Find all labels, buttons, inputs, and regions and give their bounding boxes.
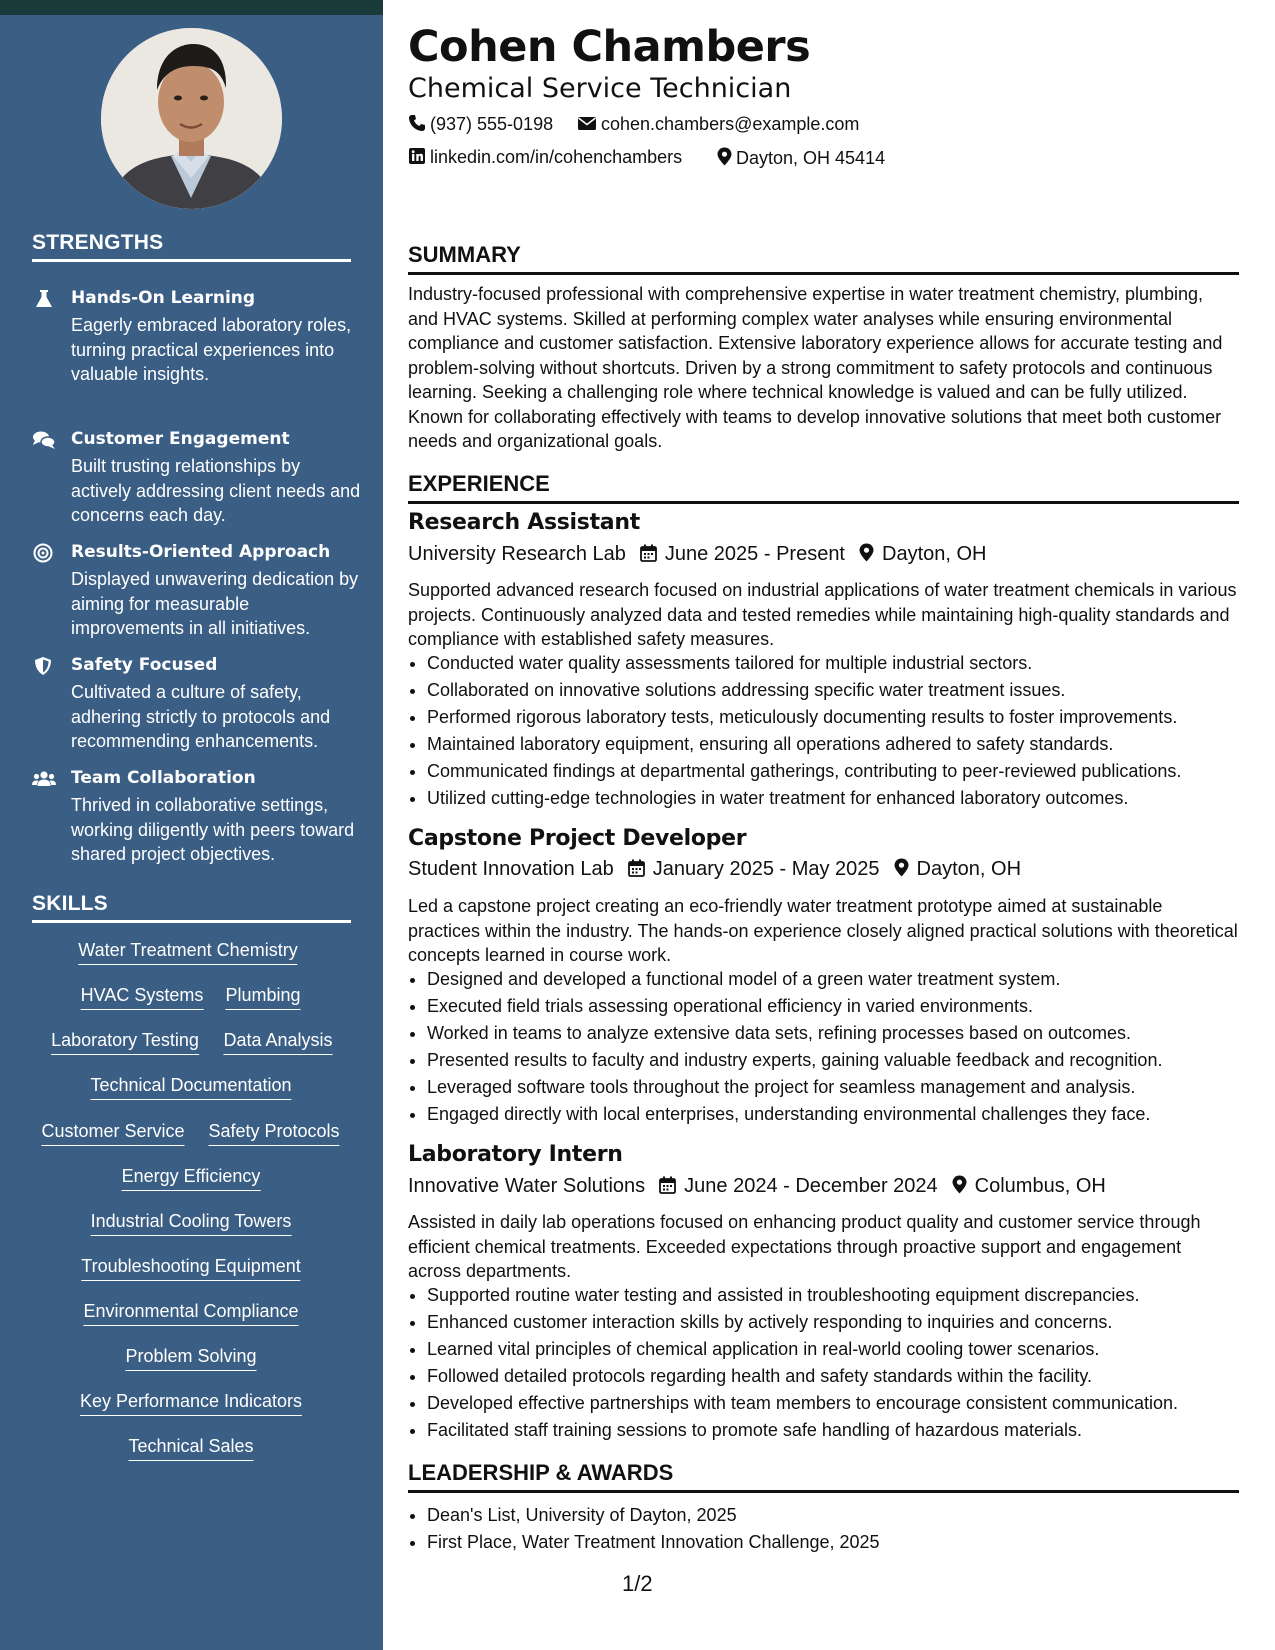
skills-heading: SKILLS [32, 892, 351, 923]
summary-text: Industry-focused professional with comprehensive expertise in water treatment chemistry, plumbing, and HVAC systems. Skilled at performing complex water analyses while ensuring environmental compliance and customer satisfaction. Extensive laboratory experience allows for accurate testing and problem-solving without shortcuts. Driven by a strong commitment to safety protocols and continuous learning. Seeking a challenging role where technical knowledge is valued and can be fully utilized. Known for collaborating effectively with teams to develop innovative solutions that meet both customer needs and organizational goals. [408, 284, 1223, 451]
list-item: • Enhanced customer interaction skills by actively responding to inquiries and concerns. [427, 1309, 1257, 1336]
strength-description: Eagerly embraced laboratory roles, turning practical experiences into valuable insights. [71, 315, 352, 384]
skill-tag: Troubleshooting Equipment [81, 1256, 300, 1281]
job-description: Led a capstone project creating an eco-friendly water treatment prototype aimed at sustainable practices within the industry. The hands-on experience closely aligned practical solutions with theoretical concepts learned in course work. [408, 896, 1238, 965]
job-meta [408, 543, 986, 566]
job-location: Columbus, OH [974, 1175, 1106, 1197]
job-bullets [408, 1282, 1257, 1444]
job-title: Capstone Project Developer [408, 826, 747, 851]
list-item: • Engaged directly with local enterprises, understanding environmental challenges they face. [427, 1101, 1257, 1128]
list-item: • Executed field trials assessing operational efficiency in varied environments. [427, 993, 1257, 1020]
skill-tag: Problem Solving [125, 1346, 256, 1371]
list-item: • Developed effective partnerships with team members to encourage consistent communication. [427, 1390, 1257, 1417]
strength-title: Results-Oriented Approach [71, 542, 331, 562]
list-item: • Maintained laboratory equipment, ensuring all operations adhered to safety standards. [427, 731, 1257, 758]
list-item: • Conducted water quality assessments tailored for multiple industrial sectors. [427, 650, 1257, 677]
skill-tag: Plumbing [225, 985, 300, 1010]
skill-tag: Environmental Compliance [83, 1301, 298, 1326]
job-meta [408, 1175, 1106, 1198]
calendar-icon [628, 859, 645, 877]
list-item: • Performed rigorous laboratory tests, meticulously documenting results to foster improvements. [427, 704, 1257, 731]
experience-heading: EXPERIENCE [408, 471, 1239, 504]
strength-description: Thrived in collaborative settings, working diligently with peers toward shared project objectives. [71, 795, 355, 864]
strength-title: Customer Engagement [71, 429, 290, 449]
list-item: • Followed detailed protocols regarding health and safety standards within the facility. [427, 1363, 1257, 1390]
skill-tag: Energy Efficiency [122, 1166, 261, 1191]
list-item: • Utilized cutting-edge technologies in water treatment for enhanced laboratory outcomes. [427, 785, 1257, 812]
skill-tag: Key Performance Indicators [80, 1391, 302, 1416]
skill-tag: Data Analysis [223, 1030, 332, 1055]
skill-tag: Safety Protocols [208, 1121, 339, 1146]
map-pin-icon [859, 543, 874, 562]
job-dates: June 2025 - Present [664, 543, 845, 565]
location-contact [717, 147, 885, 169]
job-dates: January 2025 - May 2025 [652, 858, 880, 880]
email-contact[interactable] [577, 114, 859, 135]
linkedin-icon [408, 147, 426, 165]
list-item: • Supported routine water testing and assisted in troubleshooting equipment discrepancies. [427, 1282, 1257, 1309]
skill-tag: HVAC Systems [81, 985, 204, 1010]
list-item: • First Place, Water Treatment Innovation Challenge, 2025 [427, 1529, 1257, 1556]
list-item: • Learned vital principles of chemical application in real-world cooling tower scenarios. [427, 1336, 1257, 1363]
flask-icon [32, 289, 56, 309]
linkedin-contact[interactable] [408, 147, 682, 168]
list-item: • Presented results to faculty and industry experts, gaining valuable feedback and recognition. [427, 1047, 1257, 1074]
job-meta [408, 858, 1021, 881]
skill-tag: Customer Service [41, 1121, 184, 1146]
strengths-heading: STRENGTHS [32, 231, 351, 262]
list-item: • Dean's List, University of Dayton, 2025 [427, 1502, 1257, 1529]
phone-text: (937) 555-0198 [430, 114, 554, 134]
job-location: Dayton, OH [882, 543, 987, 565]
page-number: 1/2 [622, 1571, 653, 1596]
map-pin-icon [717, 147, 732, 166]
strength-title: Safety Focused [71, 655, 218, 675]
list-item: • Leveraged software tools throughout the project for seamless management and analysis. [427, 1074, 1257, 1101]
job-dates: June 2024 - December 2024 [684, 1175, 938, 1197]
job-title: Laboratory Intern [408, 1142, 623, 1167]
job-location: Dayton, OH [916, 858, 1022, 880]
job-title-header: Chemical Service Technician [408, 73, 792, 104]
list-item: • Worked in teams to analyze extensive data sets, refining processes based on outcomes. [427, 1020, 1257, 1047]
awards-list [408, 1502, 1257, 1556]
strength-description: Built trusting relationships by actively addressing client needs and concerns each day. [71, 456, 361, 525]
phone-contact [408, 114, 553, 135]
strength-title: Team Collaboration [71, 768, 256, 788]
skill-tag: Technical Documentation [90, 1075, 291, 1100]
job-organization: Student Innovation Lab [408, 858, 614, 880]
candidate-name: Cohen Chambers [408, 22, 811, 72]
skill-tag: Industrial Cooling Towers [91, 1211, 292, 1236]
list-item: • Collaborated on innovative solutions addressing specific water treatment issues. [427, 677, 1257, 704]
skill-tag: Laboratory Testing [51, 1030, 199, 1055]
strength-description: Displayed unwavering dedication by aiming for measurable improvements in all initiatives. [71, 569, 359, 638]
location-text: Dayton, OH 45414 [736, 148, 886, 168]
job-bullets [408, 650, 1257, 812]
target-icon [32, 543, 56, 563]
job-bullets [408, 966, 1257, 1128]
users-icon [32, 769, 56, 789]
shield-icon [32, 656, 56, 676]
strength-title: Hands-On Learning [71, 288, 256, 308]
list-item: • Communicated findings at departmental gatherings, contributing to peer-reviewed publications. [427, 758, 1257, 785]
awards-heading: LEADERSHIP & AWARDS [408, 1460, 1239, 1493]
linkedin-text[interactable]: linkedin.com/in/cohenchambers [430, 147, 683, 167]
sidebar [0, 0, 383, 1650]
calendar-icon [640, 544, 657, 562]
comments-icon [32, 430, 56, 450]
skill-tag: Technical Sales [128, 1436, 253, 1461]
list-item: • Facilitated staff training sessions to promote safe handling of hazardous materials. [427, 1417, 1257, 1444]
sidebar-top-bar [0, 0, 383, 15]
job-organization: University Research Lab [408, 543, 626, 565]
profile-photo [101, 28, 282, 209]
map-pin-icon [894, 858, 909, 877]
calendar-icon [659, 1176, 676, 1194]
job-description: Supported advanced research focused on industrial applications of water treatment chemicals in various projects. Continuously analyzed data and tested remedies while maintaining high-quality standards and compliance with established safety measures. [408, 580, 1237, 649]
job-description: Assisted in daily lab operations focused on enhancing product quality and customer service through efficient chemical treatments. Exceeded expectations through proactive support and engagement across departments. [408, 1212, 1201, 1281]
summary-heading: SUMMARY [408, 242, 1239, 275]
envelope-icon [577, 114, 597, 132]
job-title: Research Assistant [408, 510, 640, 535]
email-text[interactable]: cohen.chambers@example.com [601, 114, 860, 134]
strength-description: Cultivated a culture of safety, adhering strictly to protocols and recommending enhancements. [71, 682, 331, 751]
job-organization: Innovative Water Solutions [408, 1175, 646, 1197]
phone-icon [408, 114, 426, 132]
list-item: • Designed and developed a functional model of a green water treatment system. [427, 966, 1257, 993]
map-pin-icon [952, 1175, 967, 1194]
skill-tag: Water Treatment Chemistry [78, 940, 297, 965]
